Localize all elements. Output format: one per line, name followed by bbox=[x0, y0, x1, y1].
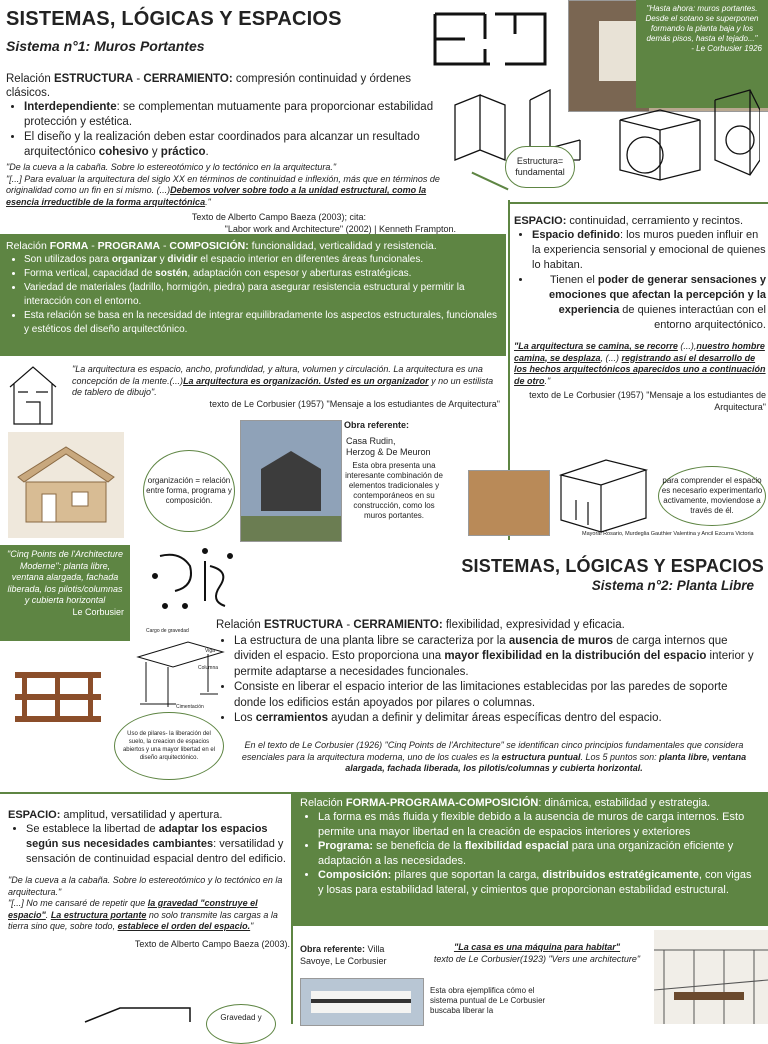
kw: Debemos volver sobre todo a la unidad estructural, como la esencia irreductible de la forma arquitectónica bbox=[6, 185, 427, 207]
kw: dividir bbox=[167, 254, 198, 265]
txt: ." bbox=[205, 196, 211, 207]
txt: Relación bbox=[300, 797, 346, 809]
model-photo-house bbox=[8, 432, 124, 538]
credits: Mayoral Rosario, Murdeglia Gauthier Valentina y Ancil Ezcurra Victoria bbox=[582, 531, 754, 537]
gravedad-bubble: Gravedad y bbox=[206, 1004, 276, 1044]
bullet bbox=[234, 711, 762, 727]
kw: Interdependiente bbox=[24, 101, 117, 113]
txt: "[...] No me cansaré de repetir que bbox=[8, 898, 148, 908]
kw: cohesivo bbox=[98, 146, 149, 158]
kw: COMPOSICIÓN: bbox=[169, 240, 249, 252]
txt: pilares que soportan la carga, bbox=[391, 869, 543, 881]
txt: el espacio interior en diferentes áreas funcionales. bbox=[197, 254, 424, 265]
txt: , adaptación con espesor y aberturas estratégicas. bbox=[187, 268, 412, 279]
kw-cerramiento: CERRAMIENTO: bbox=[143, 73, 233, 85]
kw: cerramientos bbox=[255, 712, 328, 724]
kw: Programa: bbox=[318, 840, 374, 852]
txt: : se complementan mutuamente para proporcionar estabilidad protección y estética. bbox=[24, 101, 434, 128]
s2-obra bbox=[300, 944, 400, 967]
s1-obra-block bbox=[344, 420, 444, 521]
corbusier-quote-text: "Hasta ahora: muros portantes. Desde el sotano se superponen formando la planta baja y los demás pisos, hasta el tejado..." bbox=[645, 4, 759, 43]
kw: establece el orden del espacio. bbox=[117, 921, 251, 931]
txt: Son utilizados para bbox=[24, 254, 112, 265]
citation: "Labor work and Architecture" (2002) | Kenneth Frampton. bbox=[224, 223, 456, 234]
txt: "La arquitectura es espacio, ancho, profundidad, y altura, volumen y circulación. La arquitectura es una concepción de la mente.(...) bbox=[72, 364, 483, 386]
obra-desc: Esta obra presenta una interesante combinación de elementos tradicionales y contemporáneos en su construcción, como los muros portantes. bbox=[345, 460, 443, 520]
kw: planta libre, ventana alargada, fachada liberada, los pilotis/columnas y cubierta horizontal. bbox=[345, 751, 747, 773]
desc: compresión continuidad y órdenes clásicos. bbox=[6, 73, 412, 99]
cinq-quote bbox=[226, 740, 762, 775]
floor-plan-sketch bbox=[425, 4, 555, 74]
bullet: • Variedad de materiales (ladrillo, hormigón, piedra) para asegurar resistencia estructural y permitir la interacción con el entorno. bbox=[24, 281, 500, 309]
txt: : versatilidad y sensación de continuidad espacial dentro del edificio. bbox=[26, 838, 286, 865]
txt: : dinámica, estabilidad y estrategia. bbox=[538, 797, 711, 809]
sep: - bbox=[133, 73, 144, 85]
bullet bbox=[532, 228, 766, 273]
kw: PROGRAMA bbox=[97, 240, 161, 252]
citation: texto de Le Corbusier (1957) "Mensaje a los estudiantes de Arquitectura" bbox=[529, 390, 766, 412]
org-quote bbox=[72, 364, 504, 410]
txt: Relación bbox=[216, 619, 264, 631]
divider bbox=[0, 792, 292, 794]
txt: Los bbox=[234, 712, 256, 724]
txt: , con vigas y losas para estabilidad lateral, y cimientos que proporcionan estabilidad estructural. bbox=[318, 869, 752, 896]
plan-libre-sketch bbox=[150, 546, 240, 616]
column-diagram bbox=[128, 632, 228, 712]
citation: texto de Le Corbusier(1923) "Vers une architecture" bbox=[433, 953, 641, 964]
diagram-label: Columna bbox=[198, 665, 219, 671]
bullet bbox=[24, 253, 500, 267]
kw: FORMA bbox=[49, 240, 89, 252]
s1-espacio-block bbox=[514, 214, 766, 413]
obra-name: Villa Savoye, Le Corbusier bbox=[300, 944, 387, 966]
txt: ." bbox=[544, 375, 551, 386]
citation: texto de Le Corbusier (1957) "Mensaje a los estudiantes de Arquitectura" bbox=[209, 398, 500, 409]
obra-architect: Herzog & De Meuron bbox=[346, 447, 431, 457]
quote-line bbox=[6, 174, 456, 209]
txt: (...), bbox=[677, 341, 697, 351]
s1-fpc-block bbox=[0, 234, 506, 356]
comprender-bubble: para comprender el espacio es necesario experimentarlo activamente, moviendose a través de él. bbox=[658, 466, 766, 526]
bullet bbox=[26, 822, 290, 867]
obra-name: Casa Rudin, bbox=[346, 435, 396, 446]
wall-sketches bbox=[450, 80, 760, 195]
kw: ESTRUCTURA bbox=[263, 619, 344, 631]
obra-desc: Esta obra ejemplifica cómo el sistema puntual de Le Corbusier buscaba liberar la bbox=[430, 986, 546, 1015]
estructura-bubble: Estructura= fundamental bbox=[505, 146, 575, 188]
kw: la gravedad "construye el espacio" bbox=[8, 898, 258, 920]
organizacion-bubble: organización = relación entre forma, programa y composición. bbox=[143, 450, 235, 532]
txt: ayudan a definir y delimitar áreas específicas dentro del espacio. bbox=[327, 712, 662, 724]
txt: . bbox=[205, 146, 209, 158]
obra-label: Obra referente: bbox=[300, 944, 366, 954]
s2-espacio-block bbox=[8, 808, 290, 950]
txt: Forma vertical, capacidad de bbox=[24, 268, 156, 279]
casa-rudin-photo bbox=[240, 420, 342, 542]
bullet bbox=[234, 634, 762, 681]
bullet: • La forma es más fluida y flexible debido a la ausencia de muros de carga internos. Esto permite una mayor libertad en la creación de espacios interiores y exteriores bbox=[318, 810, 760, 839]
section2-subtitle: Sistema n°2: Planta Libre bbox=[591, 578, 754, 593]
txt: . bbox=[45, 909, 51, 920]
maquina-quote bbox=[424, 942, 650, 965]
txt: de quienes interactúan con el entorno arquitectónico. bbox=[619, 304, 766, 331]
kw: poder de generar sensaciones y emociones que afectan la percepción y la experiencia bbox=[548, 274, 766, 316]
cinq-text: "Cinq Points de l'Architecture Moderne": planta libre, ventana alargada, fachada liberada, los pilotis/columnas y cubierta horizontal bbox=[7, 549, 123, 605]
txt: de carga internos que dividen el espacio. Esto proporciona una bbox=[234, 634, 728, 662]
diagram-label: Cimentación bbox=[176, 704, 204, 710]
cinq-points-box bbox=[0, 545, 130, 641]
txt: y bbox=[148, 146, 161, 158]
bullet: • Esta relación se basa en la necesidad de integrar equilibradamente los aspectos estructurales, funcionales y estéticos del diseño arquitectónico. bbox=[24, 309, 500, 337]
house-sketch bbox=[6, 362, 60, 428]
txt: se beneficia de la bbox=[373, 840, 465, 852]
txt: , (...) bbox=[600, 352, 622, 363]
txt: flexibilidad, expresividad y eficacia. bbox=[442, 619, 625, 631]
kw: estructura puntual bbox=[501, 751, 581, 762]
txt: Tienen el bbox=[549, 274, 598, 286]
kw: FORMA-PROGRAMA-COMPOSICIÓN bbox=[345, 797, 539, 809]
bullet bbox=[24, 100, 456, 130]
diagram-label: Cargo de gravedad bbox=[146, 628, 189, 634]
label-prefix: Relación bbox=[6, 73, 54, 85]
kw: adaptar los espacios según sus necesidades cambiantes bbox=[26, 823, 268, 850]
txt: "[...] Para evaluar la arquitectura del siglo XX en términos de continuidad e inflexión, más que en términos de originalidad como un fin en si mismo. (...) bbox=[6, 173, 440, 195]
txt: y no un estilista de tablero de dibujo". bbox=[72, 375, 494, 397]
txt: - bbox=[160, 240, 170, 252]
diagram-label: Viga bbox=[205, 648, 215, 654]
txt: funcionalidad, verticalidad y resistencia. bbox=[248, 240, 437, 252]
txt: La estructura de una planta libre se caracteriza por la bbox=[234, 634, 509, 647]
kw: organizar bbox=[111, 254, 157, 265]
bullet bbox=[318, 868, 760, 897]
kw: La estructura portante bbox=[50, 909, 147, 920]
kw: "La arquitectura se camina, se recorre bbox=[514, 341, 678, 351]
divider bbox=[508, 202, 768, 204]
bullet bbox=[24, 130, 456, 160]
kw: Composición: bbox=[318, 869, 392, 881]
citation: Texto de Alberto Campo Baeza (2003). bbox=[134, 938, 290, 949]
txt: : los muros pueden influir en la experiencia sensorial y emocional de quienes lo habitan. bbox=[532, 229, 766, 271]
quote bbox=[514, 341, 766, 387]
building-sketch bbox=[80, 1002, 200, 1024]
kw: Espacio definido bbox=[532, 229, 621, 241]
txt: Relación bbox=[6, 240, 50, 252]
txt: - bbox=[343, 619, 354, 631]
txt: Se establece la libertad de bbox=[26, 823, 159, 835]
kw: mayor flexibilidad en la distribución del espacio bbox=[444, 650, 707, 662]
quote-line: "De la cueva a la cabaña. Sobre lo estereotómico y lo tectónico en la arquitectura." bbox=[6, 162, 337, 172]
kw: distribuidos estratégicamente bbox=[542, 869, 699, 881]
txt: no solo transmite las cargas a la tierra sino que, sobre todo, bbox=[8, 909, 278, 931]
kw: ausencia de muros bbox=[508, 634, 614, 647]
kw-estructura: ESTRUCTURA bbox=[53, 73, 134, 85]
txt: amplitud, versatilidad y apertura. bbox=[60, 809, 223, 821]
kw: registrando así el desarrollo de los hechos arquitectónicos aparecidos uno a continuación de otro bbox=[514, 352, 766, 386]
quote-line bbox=[8, 898, 290, 933]
bullet bbox=[24, 267, 500, 281]
s2-estructura-block bbox=[216, 618, 762, 727]
txt: El diseño y la realización deben estar coordinados para alcanzar un resultado arquitectónico bbox=[24, 131, 420, 158]
kw: sostén bbox=[155, 268, 188, 279]
bullet bbox=[532, 273, 766, 333]
villa-interior-sketch bbox=[654, 930, 768, 1024]
cinq-author: Le Corbusier bbox=[72, 606, 124, 617]
bullet: • Consiste en liberar el espacio interior de las limitaciones establecidas por las paredes de soporte donde los edificios están apoyados por pilares o columnas. bbox=[234, 680, 762, 711]
txt: En el texto de Le Corbusier (1926) "Cinq Points de l'Architecture" se identifican cinco principios fundamentales que considera esenciales para la arquitectura moderna, uno de los cuales es la bbox=[241, 740, 744, 762]
villa-savoye-photo bbox=[300, 978, 424, 1026]
txt: . Los 5 puntos son: bbox=[580, 751, 660, 762]
maquina-text: "La casa es una máquina para habitar" bbox=[453, 942, 621, 952]
kw: CERRAMIENTO: bbox=[353, 619, 443, 631]
quote-line: "De la cueva a la cabaña. Sobre lo estereotómico y lo tectónico en la arquitectura." bbox=[8, 875, 283, 897]
txt: interior y permite adaptarse a necesidades funcionales. bbox=[234, 650, 754, 678]
txt: - bbox=[88, 240, 98, 252]
obra-label: Obra referente: bbox=[344, 420, 410, 430]
bullet bbox=[318, 839, 760, 868]
kw: nuestro hombre camina, se desplaza bbox=[514, 341, 765, 363]
txt: continuidad, cerramiento y recintos. bbox=[566, 215, 744, 227]
kw: práctico bbox=[160, 146, 206, 158]
kw: ESPACIO: bbox=[8, 809, 61, 821]
s1-estructura-block bbox=[6, 72, 456, 235]
citation: Texto de Alberto Campo Baeza (2003); cita: bbox=[191, 212, 366, 222]
s2-fpc-block bbox=[292, 792, 768, 926]
page-title: SISTEMAS, LÓGICAS Y ESPACIOS bbox=[6, 8, 342, 30]
txt: " bbox=[250, 921, 254, 931]
pilotis-model-photo bbox=[10, 662, 106, 732]
section2-title: SISTEMAS, LÓGICAS Y ESPACIOS bbox=[461, 556, 764, 576]
page-subtitle: Sistema n°1: Muros Portantes bbox=[6, 38, 205, 54]
corbusier-quote-author: - Le Corbusier 1926 bbox=[691, 44, 762, 53]
kw: La arquitectura es organización. Usted es un organizador bbox=[183, 375, 429, 386]
kw: flexibilidad espacial bbox=[464, 840, 569, 852]
room-sketch bbox=[556, 440, 652, 536]
txt: para una organización eficiente y adaptación a las necesidades. bbox=[318, 840, 734, 867]
kw: ESPACIO: bbox=[514, 215, 567, 227]
pilares-bubble: Uso de pilares- la liberación del suelo, la creacion de espacios abiertos y una mayor libertad en el diseño arquitectónico. bbox=[114, 712, 224, 780]
txt: y bbox=[156, 254, 168, 265]
model-photo-walls bbox=[468, 470, 550, 536]
